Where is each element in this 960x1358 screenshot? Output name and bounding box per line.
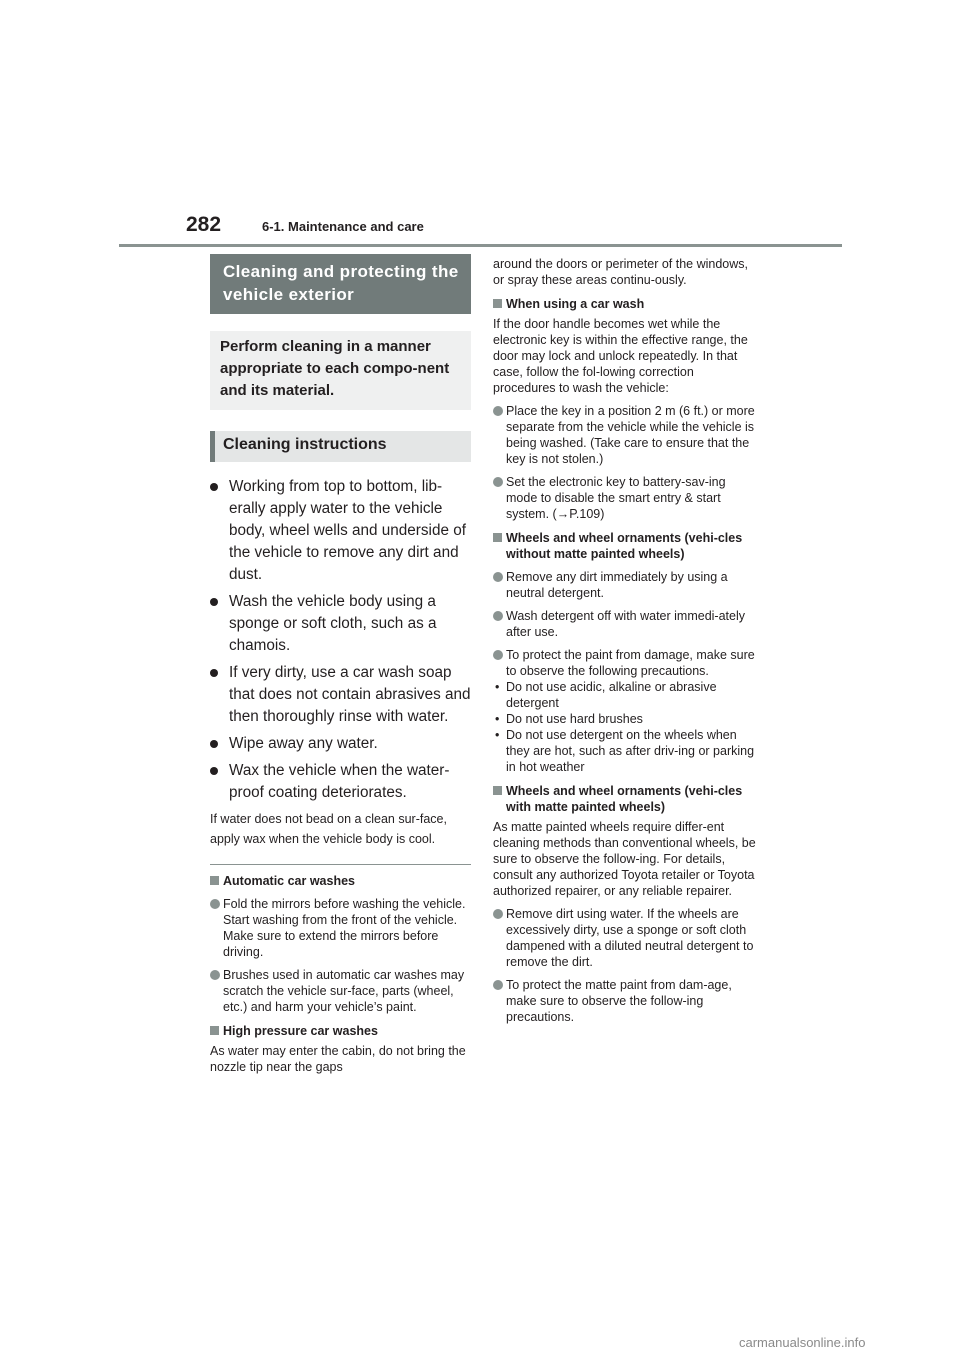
circle-bullet-icon [493,406,503,416]
circle-bullet-icon [210,899,220,909]
list-item: • Do not use detergent on the wheels when they are hot, such as after driv-ing or parking in hot weather [495,728,755,774]
heading-high-pressure-car-washes: High pressure car washes [210,1023,471,1039]
circle-bullet-icon [210,970,220,980]
list-item: Brushes used in automatic car washes may scratch the vehicle sur-face, parts (wheel, etc.) and harm your vehicle’s paint. [210,967,471,1015]
list-item: Wash detergent off with water immedi-ately after use. [493,608,758,640]
list-item: Remove any dirt immediately by using a neutral detergent. [493,569,758,601]
matte-text: As matte painted wheels require differ-ent cleaning methods than conventional wheels, be sure to observe the follow-ing. For details, consult any authorized Toyota retailer or Toyota authorized repairer, or any reliable repairer. [493,820,756,898]
list-item: If very dirty, use a car wash soap that does not contain abrasives and then thoroughly rinse with water. [210,662,471,728]
heading-wheels-non-matte: Wheels and wheel ornaments (vehi-cles without matte painted wheels) [493,530,758,562]
cleaning-steps-list [210,476,471,804]
circle-bullet-icon [493,909,503,919]
high-pressure-text: As water may enter the cabin, do not bring the nozzle tip near the gaps [210,1044,466,1074]
circle-bullet-icon [493,572,503,582]
bullet-icon [210,740,218,748]
circle-bullet-icon [493,980,503,990]
car-wash-text: If the door handle becomes wet while the electronic key is within the effective range, the door may lock and unlock repeatedly. In that case, follow the fol-lowing correction procedures to wash the vehicle: [493,317,748,395]
list-item: Set the electronic key to battery-sav-ing mode to disable the smart entry & start system. (→P.109) [493,474,758,522]
list-item: Working from top to bottom, lib-erally apply water to the vehicle body, wheel wells and underside of the vehicle to remove any dirt and dust. [210,476,471,586]
list-item: To protect the paint from damage, make sure to observe the following precautions. [493,647,758,679]
watermark: carmanualsonline.info [739,1335,866,1350]
continued-text: around the doors or perimeter of the windows, or spray these areas continu-ously. [493,257,748,287]
list-item: • Do not use hard brushes [495,712,643,726]
heading-when-using-car-wash: When using a car wash [493,296,758,312]
wax-note: If water does not bead on a clean sur-face, apply wax when the vehicle body is cool. [210,812,447,846]
list-item: Place the key in a position 2 m (6 ft.) or more separate from the vehicle while the vehicle is being washed. (Take care to ensure that the key is not stolen.) [493,403,758,467]
list-item: Wash the vehicle body using a sponge or soft cloth, such as a chamois. [210,591,471,657]
intro-box: Perform cleaning in a manner appropriate to each compo-nent and its material. [210,331,471,410]
square-bullet-icon [493,299,502,308]
bullet-icon [210,669,218,677]
circle-bullet-icon [493,650,503,660]
square-bullet-icon [493,786,502,795]
list-item: Wipe away any water. [210,733,471,755]
square-bullet-icon [210,1026,219,1035]
left-column [210,254,471,1075]
circle-bullet-icon [493,477,503,487]
bullet-icon [210,483,218,491]
square-bullet-icon [210,876,219,885]
heading-automatic-car-washes: Automatic car washes [210,873,471,889]
heading-wheels-matte: Wheels and wheel ornaments (vehi-cles with matte painted wheels) [493,783,758,815]
header-divider [119,244,842,247]
list-item: To protect the matte paint from dam-age, make sure to observe the follow-ing precautions. [493,977,758,1025]
page-heading: Cleaning and protecting the vehicle exterior [210,254,471,314]
bullet-icon [210,598,218,606]
right-column [493,256,758,1025]
subheading-cleaning-instructions: Cleaning instructions [210,431,471,462]
circle-bullet-icon [493,611,503,621]
list-item: • Do not use acidic, alkaline or abrasive detergent [495,680,717,710]
list-item: Wax the vehicle when the water-proof coating deteriorates. [210,760,471,804]
bullet-icon [210,767,218,775]
precautions-list [493,679,758,775]
page-number: 282 [186,213,222,236]
section-title: 6-1. Maintenance and care [262,219,424,234]
list-item: Remove dirt using water. If the wheels are excessively dirty, use a sponge or soft cloth dampened with a diluted neutral detergent to remove the dirt. [493,906,758,970]
list-item: Fold the mirrors before washing the vehicle. Start washing from the front of the vehicle. Make sure to extend the mirrors before driving. [210,896,471,960]
divider [210,864,471,865]
square-bullet-icon [493,533,502,542]
